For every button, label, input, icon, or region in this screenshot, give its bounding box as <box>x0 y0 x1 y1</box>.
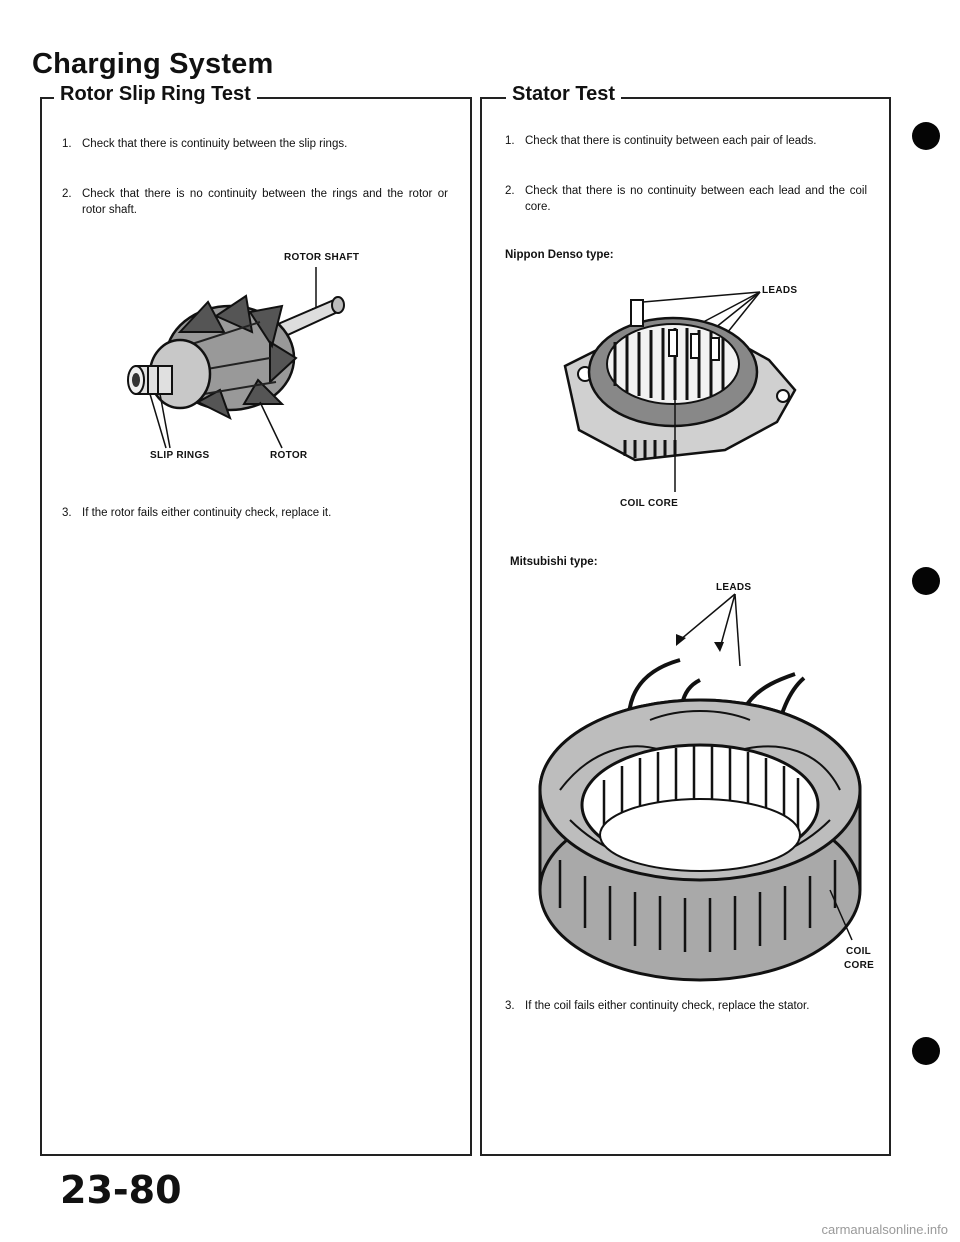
step-number: 2. <box>505 185 515 197</box>
step-text: Check that there is no continuity between the rings and the rotor or rotor shaft. <box>82 188 448 216</box>
nippon-denso-stator-illustration <box>555 290 815 490</box>
mitsubishi-core-label: CORE <box>844 960 875 971</box>
step-text: Check that there is continuity between each pair of leads. <box>525 135 817 147</box>
binder-dot <box>912 567 940 595</box>
rotor-illustration <box>120 262 360 462</box>
slip-rings-label: SLIP RINGS <box>150 450 210 461</box>
stator-step-3 <box>505 998 869 1032</box>
stator-step-1 <box>505 133 869 167</box>
rotor-section-heading: Rotor Slip Ring Test <box>54 83 257 106</box>
rotor-step-3 <box>62 505 450 523</box>
step-text: If the rotor fails either continuity check, replace it. <box>82 507 332 519</box>
binder-dot <box>912 122 940 150</box>
binder-dot <box>912 1037 940 1065</box>
step-text: Check that there is no continuity between each lead and the coil core. <box>525 185 867 213</box>
step-number: 3. <box>62 507 72 519</box>
nippon-denso-subhead: Nippon Denso type: <box>505 249 614 261</box>
mitsubishi-subhead: Mitsubishi type: <box>510 556 598 568</box>
stator-step-2 <box>505 183 869 217</box>
step-number: 2. <box>62 188 72 200</box>
nippon-coil-core-label: COIL CORE <box>620 498 679 509</box>
mitsubishi-leads-label: LEADS <box>716 582 752 593</box>
step-text: If the coil fails either continuity check, replace the stator. <box>525 1000 810 1012</box>
step-number: 1. <box>505 135 515 147</box>
page-number: 23-80 <box>60 1168 182 1212</box>
step-number: 1. <box>62 138 72 150</box>
stator-section-heading: Stator Test <box>506 83 621 106</box>
rotor-step-1 <box>62 136 450 170</box>
step-number: 3. <box>505 1000 515 1012</box>
nippon-leads-label: LEADS <box>762 285 798 296</box>
step-text: Check that there is continuity between the slip rings. <box>82 138 348 150</box>
rotor-label: ROTOR <box>270 450 308 461</box>
footer-watermark[interactable]: carmanualsonline.info <box>821 1222 948 1237</box>
rotor-shaft-label: ROTOR SHAFT <box>284 252 360 263</box>
mitsubishi-coil-label: COIL <box>846 946 872 957</box>
page-title: Charging System <box>32 48 274 80</box>
rotor-section-frame <box>40 97 472 1156</box>
rotor-step-2 <box>62 186 450 220</box>
mitsubishi-stator-illustration <box>530 590 870 980</box>
